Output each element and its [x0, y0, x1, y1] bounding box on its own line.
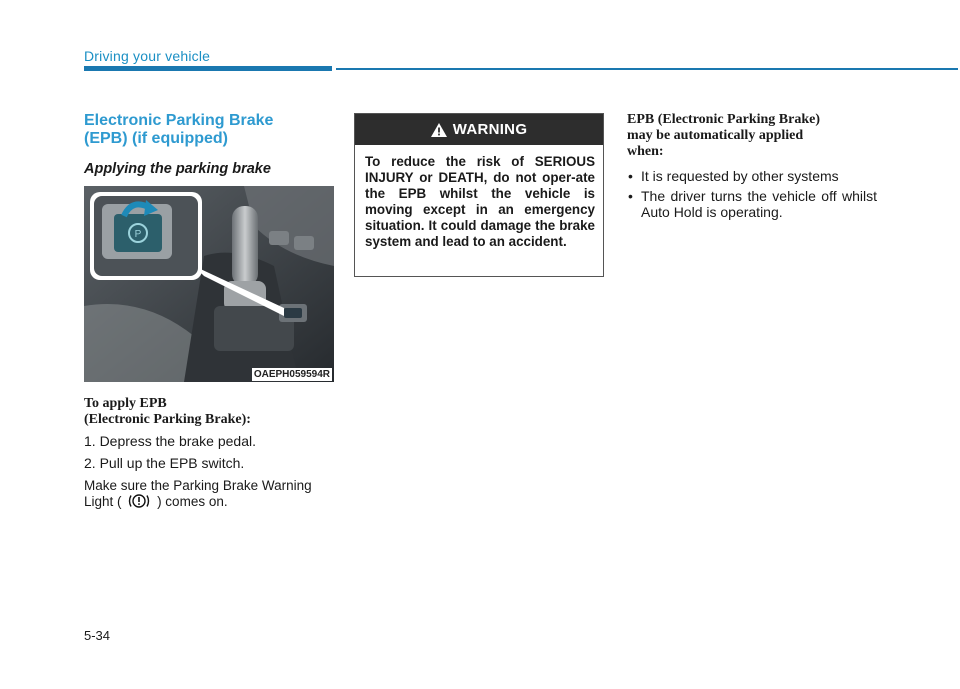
section-title-line1: Electronic Parking Brake — [84, 112, 274, 129]
right-column — [627, 112, 877, 224]
photo-code: OAEPH059594R — [253, 369, 330, 380]
note-line1: Make sure the Parking Brake Warning — [84, 478, 312, 493]
console-illustration — [84, 186, 334, 382]
section-title — [84, 112, 334, 148]
warning-label: WARNING — [452, 121, 528, 138]
list-item: • It is requested by other systems — [627, 168, 877, 184]
auto-apply-heading — [627, 112, 877, 160]
page-number: 5-34 — [84, 628, 111, 643]
note-post-icon: ) comes on. — [157, 494, 228, 510]
note-pre-icon: Light ( — [84, 494, 122, 510]
apply-epb-heading — [84, 396, 334, 428]
left-column — [84, 112, 334, 512]
warning-light-note — [84, 478, 334, 512]
header-bar — [84, 66, 332, 71]
header-rule — [336, 68, 958, 70]
step-2: 2. Pull up the EPB switch. — [84, 455, 245, 471]
svg-text:P: P — [134, 229, 142, 240]
list-item: • The driver turns the vehicle off whilst Auto Hold is operating. — [627, 188, 877, 220]
apply-epb-heading-line2: (Electronic Parking Brake): — [84, 412, 251, 427]
auto-apply-list — [627, 168, 877, 220]
auto-apply-heading-line2: may be automatically applied — [627, 128, 804, 143]
warning-header — [355, 114, 603, 145]
section-header: Driving your vehicle — [84, 48, 211, 64]
epb-switch-photo — [84, 186, 334, 382]
warning-text: To reduce the risk of SERIOUS INJURY or DEATH, do not oper-ate the EPB whilst the vehicle is moving except in an emergency situation. It could damage the brake system and lead to an accident. — [365, 154, 595, 249]
auto-apply-heading-line1: EPB (Electronic Parking Brake) — [627, 112, 820, 127]
warning-triangle-icon — [431, 123, 447, 137]
apply-epb-heading-line1: To apply EPB — [84, 396, 167, 411]
sub-title: Applying the parking brake — [84, 161, 271, 177]
warning-box — [354, 113, 604, 277]
step-1: 1. Depress the brake pedal. — [84, 433, 256, 449]
parking-brake-warning-icon — [127, 493, 151, 512]
auto-apply-heading-line3: when: — [627, 144, 664, 159]
section-title-line2: (EPB) (if equipped) — [84, 130, 228, 147]
